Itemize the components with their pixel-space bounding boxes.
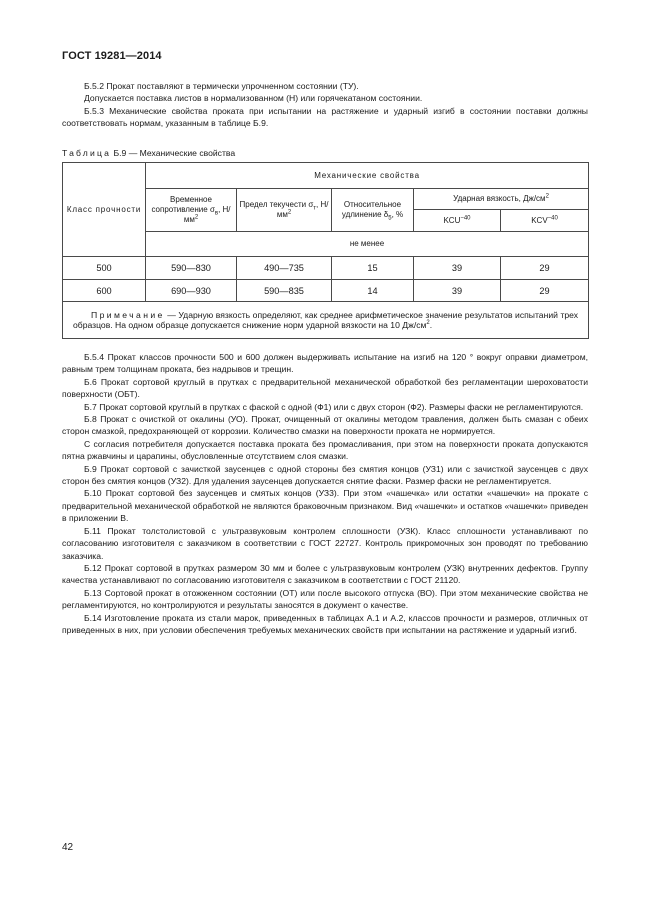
- paragraph: Б.5.4 Прокат классов прочности 500 и 600 должен выдерживать испытание на изгиб на 120 ° вокруг оправки диаметром, равным трем толщинам проката, без надрывов и трещин.: [62, 352, 588, 375]
- bottom-text-block: [62, 351, 588, 636]
- paragraph: Б.10 Прокат сортовой без заусенцев и смятых концов (УЗ3). При этом «чашечка» или остатки «чашечки» на прокате с предварительной механической обработкой не являются браковочным признаком. Вид «чашечки» и остатков «чашечки» приведен в приложении В.: [62, 488, 588, 524]
- paragraph: Б.12 Прокат сортовой в прутках размером 30 мм и более с ультразвуковым контролем (УЗК) внутренних дефектов. Группу качества устанавливают по согласованию изготовителя с заказчиком в соответствии с ГОСТ 21120.: [62, 562, 588, 586]
- table-caption-lead: Таблица: [62, 148, 112, 158]
- header-yield-strength: Предел текучести $\sigma_т$, $Н/мм^2$: [237, 189, 332, 232]
- header-tensile-strength: Временное сопротивление $\sigma_в$, $Н/мм^2$: [146, 189, 237, 232]
- table-caption-title: Б.9 — Механические свойства: [111, 148, 236, 158]
- header-mechanical-properties: Механические свойства: [146, 163, 589, 189]
- paragraph: Б.13 Сортовой прокат в отожженном состоянии (ОТ) или после высокого отпуска (ВО). При этом механические свойства не регламентируются, но контролируются и результаты заносятся в документ о качестве.: [62, 587, 588, 611]
- table-caption: [62, 148, 235, 158]
- table-row: 600 690—930 590—835 14 39 29: [63, 280, 589, 302]
- header-strength-class: Класс прочности: [63, 163, 146, 257]
- paragraph: С согласия потребителя допускается поставка проката без промасливания, при этом на поверхности проката допускаются пятна ржавчины и царапины, обусловленные отсутствием слоя смазки.: [62, 438, 588, 462]
- table-row: 500 590—830 490—735 15 39 29: [63, 257, 589, 280]
- paragraph: Б.6 Прокат сортовой круглый в прутках с предварительной механической обработкой без регламентации шероховатости поверхности (ОБТ).: [62, 376, 588, 400]
- paragraph: Б.9 Прокат сортовой с зачисткой заусенцев с одной стороны без смятия концов (УЗ1) или с зачисткой заусенцев с двух сторон без смятия концов (УЗ2). Для удаления заусенцев допускается снятие фаски. Размер фаски не регламентируется.: [62, 463, 588, 487]
- top-text-block: [62, 80, 588, 130]
- paragraph: Б.7 Прокат сортовой круглый в прутках с фаской с одной (Ф1) или с двух сторон (Ф2). Размеры фаски не регламентируются.: [84, 401, 584, 412]
- paragraph: Б.5.2 Прокат поставляют в термически упрочненном состоянии (ТУ).: [84, 81, 359, 91]
- paragraph: Б.5.3 Механические свойства проката при испытании на растяжение и ударный изгиб в состоянии поставки должны соответствовать нормам, указанным в таблице Б.9.: [62, 105, 588, 129]
- document-header: ГОСТ 19281—2014: [62, 50, 162, 62]
- mechanical-properties-table: [62, 162, 589, 339]
- header-elongation: Относительное удлинение $\delta_5$, %: [332, 189, 414, 232]
- paragraph: Б.14 Изготовление проката из стали марок, приведенных в таблицах А.1 и А.2, классов прочности и размеров, отличных от приведенных в них, при условии обеспечения требуемых механических свойств при испытании на растяжение и ударный изгиб.: [62, 612, 588, 635]
- paragraph: Б.11 Прокат толстолистовой с ультразвуковым контролем сплошности (УЗК). Класс сплошности устанавливают по согласованию изготовителя с заказчиком в соответствии с ГОСТ 22727. Контроль прикромочных зон проводят по требованию заказчика.: [62, 525, 588, 561]
- header-impact-strength: Ударная вязкость, $Дж/см^2$: [414, 189, 589, 210]
- page-number: 42: [62, 842, 74, 853]
- paragraph: Б.8 Прокат с очисткой от окалины (УО). Прокат, очищенный от окалины методом травления, должен быть смазан с обеих сторон смазкой, предохраняющей от коррозии. Количество смазки на поверхности проката не нормируется.: [62, 414, 588, 437]
- header-min: не менее: [146, 232, 589, 257]
- header-kcu: $KCU^{-40}$: [414, 210, 501, 232]
- paragraph: Допускается поставка листов в нормализованном (Н) или горячекатаном состоянии.: [84, 93, 423, 104]
- table-note: Примечание — Ударную вязкость определяют, как среднее арифметическое значение результатов испытаний трех образцов. На одном образце допускается снижение норм ударной вязкости на 10 $Дж/см^2$.: [63, 302, 589, 339]
- header-kcv: $KCV^{-40}$: [501, 210, 589, 232]
